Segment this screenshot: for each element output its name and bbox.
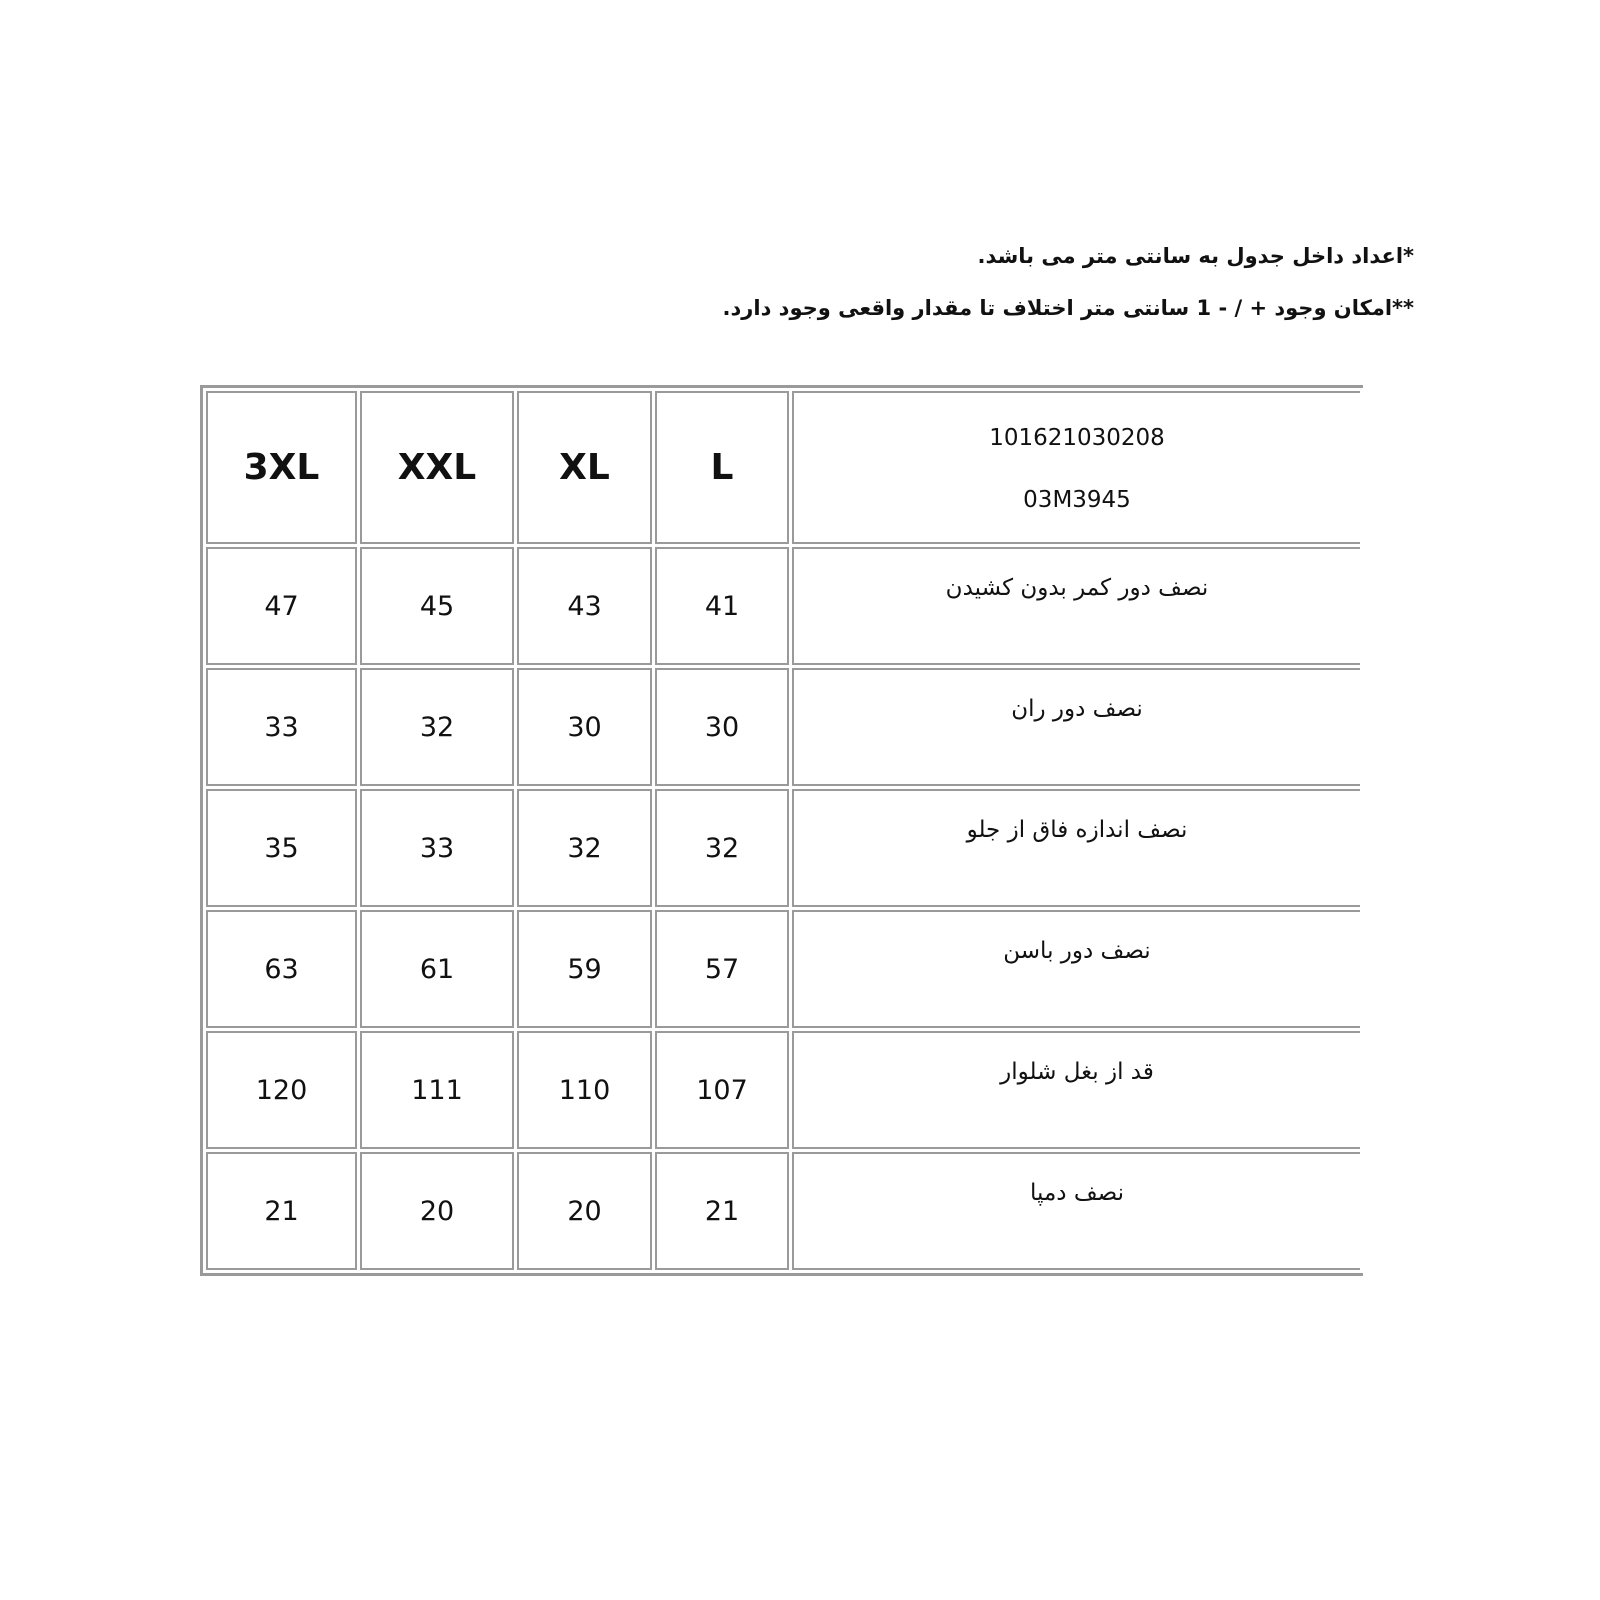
measurement-value: 43 (517, 547, 652, 665)
measurement-value: 32 (360, 668, 514, 786)
measurement-value: 45 (360, 547, 514, 665)
measurement-value: 30 (655, 668, 789, 786)
measurement-value: 61 (360, 910, 514, 1028)
measurement-value: 63 (206, 910, 357, 1028)
product-code: 101621030208 (989, 425, 1165, 451)
code-cell (792, 391, 1360, 544)
size-header-xxl: XXL (360, 391, 514, 544)
measurement-value: 21 (206, 1152, 357, 1270)
measurement-value: 57 (655, 910, 789, 1028)
measurement-value: 30 (517, 668, 652, 786)
measurement-label: قد از بغل شلوار (792, 1031, 1360, 1149)
table-row (206, 1031, 1360, 1149)
table-row (206, 547, 1360, 665)
table-row (206, 910, 1360, 1028)
measurement-value: 59 (517, 910, 652, 1028)
measurement-value: 20 (360, 1152, 514, 1270)
table-row (206, 789, 1360, 907)
table-header-row (206, 391, 1360, 544)
measurement-label: نصف دور کمر بدون کشیدن (792, 547, 1360, 665)
measurement-label: نصف دور باسن (792, 910, 1360, 1028)
measurement-value: 32 (655, 789, 789, 907)
measurement-value: 41 (655, 547, 789, 665)
measurement-value: 107 (655, 1031, 789, 1149)
measurement-value: 111 (360, 1031, 514, 1149)
note-tolerance: **امکان وجود + / - 1 سانتی متر اختلاف تا مقدار واقعی وجود دارد. (722, 296, 1414, 320)
table-row (206, 668, 1360, 786)
measurement-label: نصف دور ران (792, 668, 1360, 786)
size-header-l: L (655, 391, 789, 544)
size-header-xl: XL (517, 391, 652, 544)
measurement-label: نصف دمپا (792, 1152, 1360, 1270)
measurement-value: 33 (360, 789, 514, 907)
measurement-value: 32 (517, 789, 652, 907)
measurement-value: 47 (206, 547, 357, 665)
measurement-label: نصف اندازه فاق از جلو (792, 789, 1360, 907)
measurement-value: 120 (206, 1031, 357, 1149)
measurement-value: 21 (655, 1152, 789, 1270)
note-units: *اعداد داخل جدول به سانتی متر می باشد. (977, 244, 1414, 268)
model-code: 03M3945 (1023, 487, 1131, 513)
measurement-value: 35 (206, 789, 357, 907)
size-table (200, 385, 1363, 1276)
measurement-value: 33 (206, 668, 357, 786)
measurement-value: 110 (517, 1031, 652, 1149)
size-header-3xl: 3XL (206, 391, 357, 544)
measurement-value: 20 (517, 1152, 652, 1270)
table-row (206, 1152, 1360, 1270)
